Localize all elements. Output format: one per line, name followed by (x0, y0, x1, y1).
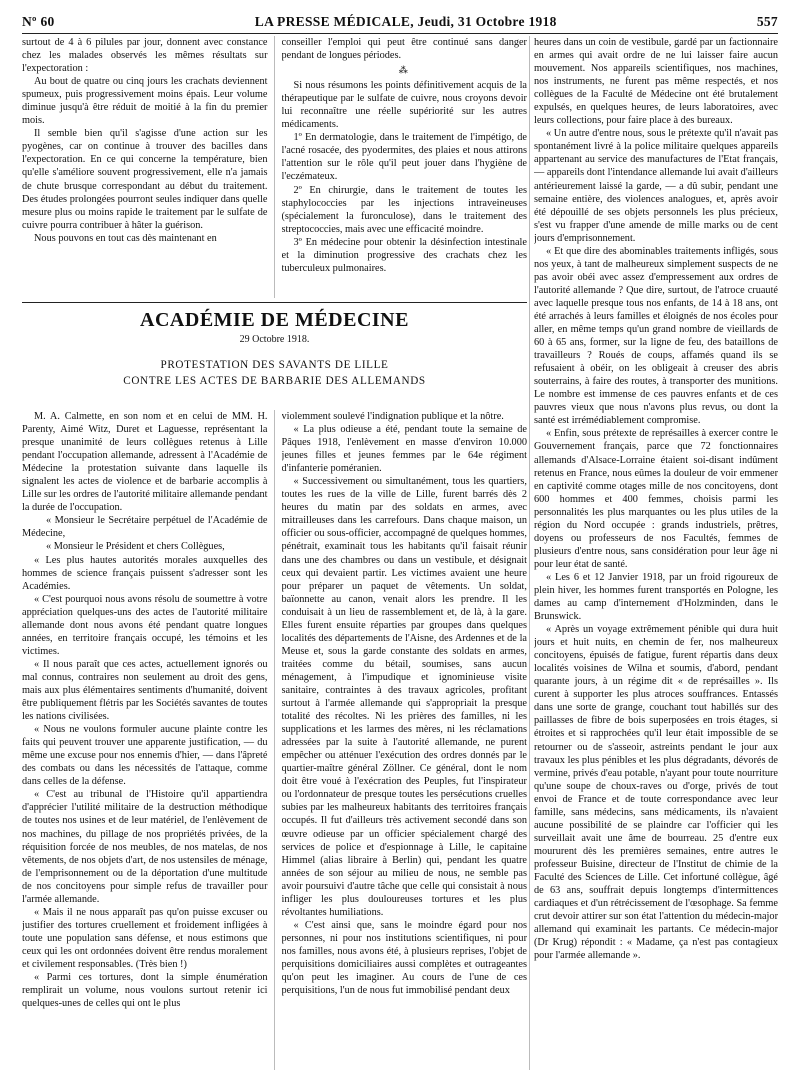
paragraph: conseiller l'emploi qui peut être continué sans danger pendant de longues périodes. (281, 37, 527, 62)
paragraph: « Nous ne voulons formuler aucune plainte contre les faits qui peuvent trouver une apparente justification, — du même une excuse pour nos ennemis d'hier, — dans l'âpreté des combats ou dans les nécessités de l'attaque, comme dans celles de la défense. (22, 724, 268, 788)
page-header (22, 14, 778, 34)
paragraph: « C'est au tribunal de l'Histoire qu'il appartiendra d'apprécier l'utilité militaire de la destruction méthodique de toutes nos usines et de leur matériel, de l'enlèvement de nos machines, du pillage de nos propriétés privées, de la réquisition forcée de nos meubles, de nos matelas, de nos vêtements, de nos objets d'art, de nos ustensiles de ménage, de l'emprisonnement ou de la déportation d'une multitude de nos concitoyens pour simple refus de travailler pour l'armée allemande. (22, 789, 268, 905)
paragraph: 2º En chirurgie, dans le traitement de toutes les staphylococcies par les injections intraveineuses (spécialement la furonculose), dans le traitement des streptococcies, mais avec une efficacité moindre. (281, 184, 527, 235)
paragraph: « Mais il ne nous apparaît pas qu'on puisse excuser ou justifier des tortures cruellement et froidement infligées à toute une population sans défense, et nous estimons que ceux qui les ont ordonnées doivent être rendus moralement et civilement responsables. (Très bien !) (22, 906, 268, 970)
column-divider (274, 36, 275, 298)
column-divider (274, 410, 275, 1070)
salutation: « Monsieur le Président et chers Collègues, (46, 541, 225, 553)
paragraph: « Un autre d'entre nous, sous le prétexte qu'il n'avait pas spontanément livré à la police militaire quelques appareils appartenant au service des manufactures de l'Etat français, — appareils dont l'intendance allemande lui avait d'ailleurs antérieurement laissé la garde, — a dû subir, pendant une semaine entière, des violences analogues, et, après avoir été dépouillé de ses objets personnels les plus précieux, s'est vu frapper d'une amende de mille marks ou de cent jours d'emprisonnement. (534, 128, 778, 244)
section-rule (22, 302, 527, 303)
paragraph: « Il nous paraît que ces actes, actuellement ignorés ou mal connus, contraires non seulement au droit des gens, mais aux plus élémentaires sentiments d'humanité, doivent être publiquement flétris par les Sociétés savantes de toutes les nations civilisées. (22, 658, 268, 723)
article-column-2 (282, 410, 528, 1070)
article-column-3-text (534, 36, 778, 1070)
top-column-2 (282, 36, 528, 298)
salutation: « Monsieur le Secrétaire perpétuel de l'Académie de Médecine, (22, 515, 268, 540)
paragraph: heures dans un coin de vestibule, gardé par un factionnaire en armes qui avait ordre de ne lui laisser faire aucun mouvement. Nos appareils scientifiques, nos machines, nos instruments, ne furent pas même respectés, et nos collègues de la Faculté de Médecine ont été brutalement expulsés, en quelques heures, de leurs laboratoires, avec leurs collections, pour faire place à des bureaux. (534, 37, 778, 127)
section-title: ACADÉMIE DE MÉDECINE (140, 309, 409, 331)
section-date: 29 Octobre 1918. (239, 334, 310, 345)
article-subtitle-1: PROTESTATION DES SAVANTS DE LILLE (160, 359, 389, 371)
paragraph: violemment soulevé l'indignation publique et la nôtre. (281, 411, 504, 422)
article-column-1 (22, 410, 268, 1070)
paragraph: 1º En dermatologie, dans le traitement de l'impétigo, de l'acné rosacée, des pyodermites, des plaies et nous attirons l'attention sur le rôle qu'il peut jouer dans l'hygiène de l'eczémateux. (281, 132, 527, 183)
column-divider (529, 36, 530, 1070)
page-number: 557 (756, 14, 778, 29)
paragraph: « Les 6 et 12 Janvier 1918, par un froid rigoureux de plein hiver, les hommes furent transportés en Pologne, les dames au camp d'internement d'Holzminden, dans le Brunswick. (534, 571, 778, 623)
asterism: ⁂ (398, 65, 410, 76)
newspaper-page (22, 14, 778, 1074)
paragraph: « Après un voyage extrêmement pénible qui dura huit jours et huit nuits, en chemin de fer, nos malheureux concitoyens, épuisés de fatigue, furent répartis dans deux localités voisines de Wilna et soumis, d'abord, pendant quarante jours, à un régime dit « de représailles ». Ils curent à supporter les plus atroces souffrances. Entassés dans une sorte de grange, couchant tout habillés sur des paillasses de fibre de bois superposées en trois étages, si étroites et si rapprochées qu'il leur était impossible de se retourner ou de s'asseoir, astreints pendant le jour aux travaux les plus pénibles et les plus dégradants, dévorés de vermine, privés d'eau potable, n'ayant pour toute nourriture qu'une soupe de choux-raves ou d'orge, privés de tout envoi de France et de toute correspondance avec leur famille, sans médecins, sans médicaments, ils n'avaient aucune possibilité de se plaindre car l'officier qui les surveillait avait une âme de bourreau. 25 d'entre eux moururent dès les premières semaines, entre autres le professeur Buisine, directeur de l'Institut de chimie de la Faculté des Sciences de Lille. Cet infortuné collègue, âgé de 63 ans, souffrait depuis longtemps d'intermittences cardiaques et d'un rétrécissement de l'œsophage. Sa femme crut devoir attirer sur son état l'attention du médecin-major allemand qui examinait les partants. Ce médecin-major (Dr Krug) répondit : « Madame, ça n'est pas contagieux pour l'armée allemande ». (534, 624, 778, 962)
paragraph: « C'est ainsi que, sans le moindre égard pour nos personnes, ni pour nos institutions scientifiques, ni pour nos familles, nous avons été, à plusieurs reprises, l'objet de perquisitions domiciliaires aussi complètes et outrageantes qu'on peut les imaginer. Au cours de l'une de ces perquisitions, l'un de nous fut immobilisé pendant deux (281, 919, 527, 997)
paragraph: « Parmi ces tortures, dont la simple énumération remplirait un volume, nous voulons surtout retenir ici quelques-unes de celles qui ont le plus (22, 972, 268, 1010)
paragraph: 3º En médecine pour obtenir la désinfection intestinale et la diminution progressive des crachats chez les tuberculeux pulmonaires. (281, 236, 527, 274)
paragraph: Au bout de quatre ou cinq jours les crachats deviennent spumeux, puis progressivement moins épais. Leur volume diminue jusqu'à être réduit de moitié à la fin du premier mois. (22, 76, 268, 127)
paragraph: « Les plus hautes autorités morales auxquelles des hommes de science français puissent s'adresser sont les Académies. (22, 554, 268, 592)
masthead-date: LA PRESSE MÉDICALE, Jeudi, 31 Octobre 1918 (254, 14, 557, 29)
issue-number: Nº 60 (22, 14, 55, 29)
top-column-1 (22, 36, 268, 298)
paragraph: Il semble bien qu'il s'agisse d'une action sur les pyogènes, car on continue à trouver des bacilles dans l'expectoration. En ce qui concerne la température, bien qu'elle s'améliore souvent progressivement, elle n'a jamais de chute brusque correspondant au début du traitement. Des études prolongées pourront seules indiquer dans quelle mesure plus ou moins rapide le traitement par le sulfate de cuivre pourra contribuer à hâter la guérison. (22, 128, 268, 231)
paragraph: « C'est pourquoi nous avons résolu de soumettre à votre appréciation quelques-uns des actes de l'autorité militaire allemande dont nous avons été pendant quatre longues années, en territoire français occupé, les témoins et les victimes. (22, 593, 268, 657)
article-column-3 (534, 36, 778, 1070)
section-heading (22, 302, 527, 389)
paragraph: Nous pouvons en tout cas dès maintenant en (34, 232, 217, 244)
paragraph: « Enfin, sous prétexte de représailles à exercer contre le Gouvernement français, parce que 72 fonctionnaires allemands d'Alsace-Lorraine étaient soi-disant indûment retenus en France, nous eûmes la douleur de voir emmener en captivité comme otages mille de nos concitoyens, dont 600 hommes et 400 femmes, choisis parmi les personnalités les plus marquantes ou les plus utiles de la région du Nord occupée : grands industriels, prêtres, doyens ou professeurs de nos Facultés, femmes de plusieurs d'entre nous, sans considération pour leur âge ni pour leur état de santé. (534, 428, 778, 570)
article-subtitle-2: CONTRE LES ACTES DE BARBARIE DES ALLEMANDS (123, 375, 426, 387)
paragraph: « Et que dire des abominables traitements infligés, sous nos yeux, à tant de malheureux simplement suspects de ne pas avoir obéi avec assez d'empressement aux ordres de l'autorité allemande ? Que dire, surtout, de l'atroce cruauté avec laquelle presque tous nos enfants, de 14 à 18 ans, ont été arrachés à leurs familles et éloignés de nos écoles pour aller, en même temps qu'un grand nombre de vieillards de 60 à 65 ans, former, sur la ligne de feu, des bataillons de travailleurs ? Roués de coups, affamés quand ils se refusaient à obéir, on les obligeait à creuser des abris souterrains, à faire des routes, à transporter des munitions. Le nombre est immense de ces pauvres enfants et de ces pauvres vieux que nous n'avons plus revus, ou dont la santé est irrémédiablement compromise. (534, 245, 778, 427)
paragraph: « Successivement ou simultanément, tous les quartiers, toutes les rues de la ville de Lille, furent barrés dès 2 heures du matin par des soldats en armes, avec mitrailleuses dans les carrefours. Dans chaque maison, un officier ou sous-officier, accompagné de quelques hommes, pénétrait, examinait tous les habitants qu'il faisait réunir dans une des chambres ou dans un vestibule, et désignait ceux qui devaient partir. Les victimes avaient une heure pour préparer un paquet de vêtements. Un soldat, baïonnette au canon, venait alors les prendre. Il les conduisait à un lieu de rassemblement et, de là, à la gare. Elles furent ensuite réparties par groupes dans quelques localités des départements de l'Aisne, des Ardennes et de la Meuse et, sous la garde constante des soldats en armes, traitées comme du bétail, soumises, sans aucun ménagement, à l'impudique et ignominieuse visite sanitaire, contraintes à des travaux agricoles, profitant surtout à l'armée allemande qui s'appropriait la presque totalité des récoltes. Ni les prières des familles, ni les supplications et les larmes des mères, ni les réclamations adressées par la suite à l'autorité allemande, ne purent empêcher ou atténuer l'exécution des ordres donnés par le quartier-maître général Zöllner. Ce général, dont le nom doit être voué à l'exécration des Peuples, fut l'inspirateur ou l'ordonnateur de presque toutes les persécutions cruelles subies par les malheureux habitants des territoires français occupés. Il fut d'ailleurs très activement secondé dans son œuvre odieuse par un officier spécialement chargé des services de police et d'espionnage à Lille, le capitaine Himmel (alias libraire à Berlin) qui, pendant les quatre années de son séjour au milieu de nous, ne semble pas avoir poursuivi d'autre tâche que celle qui consistait à nous infliger les plus douloureuses tortures et les plus révoltantes humiliations. (281, 476, 527, 918)
paragraph: « La plus odieuse a été, pendant toute la semaine de Pâques 1918, l'enlèvement en masse d'environ 10.000 jeunes filles et jeunes femmes par le 64e régiment d'infanterie poméranien. (281, 424, 527, 475)
paragraph: M. A. Calmette, en son nom et en celui de MM. H. Parenty, Aimé Witz, Duret et Laguesse, représentant la presque unanimité de leurs collègues retenus à Lille pendant l'occupation allemande, adressent à l'Académie de Médecine la protestation suivante dans laquelle ils signalent les actes de violence et de barbarie accomplis à Lille sur les ordres de l'autorité militaire allemande pendant la durée de l'occupation. (22, 411, 268, 514)
paragraph: surtout de 4 à 6 pilules par jour, donnent avec constance chez les malades observés les mêmes résultats sur l'expectoration : (22, 37, 268, 75)
paragraph: Si nous résumons les points définitivement acquis de la thérapeutique par le sulfate de cuivre, nous croyons devoir lui reconnaître une réelle supériorité sur les autres médicaments. (281, 80, 527, 131)
